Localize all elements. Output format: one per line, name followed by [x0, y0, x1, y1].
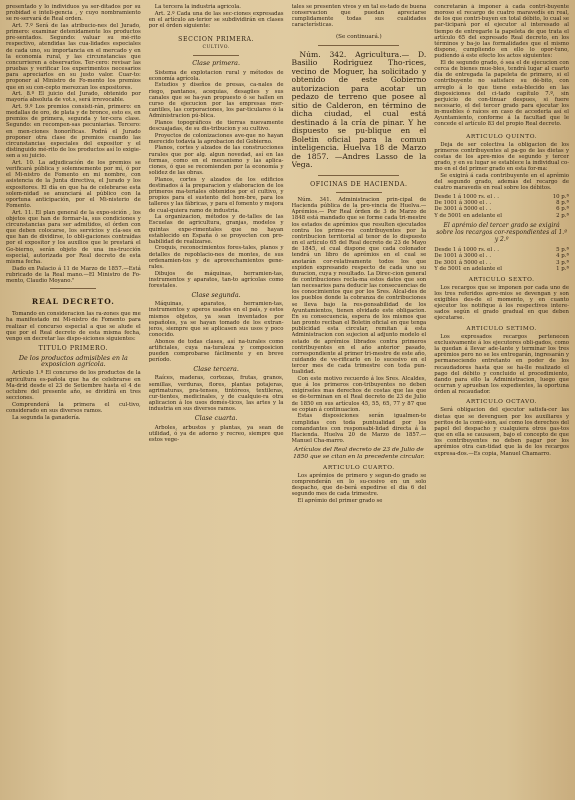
- table-cell: 6 p.ª: [556, 206, 569, 213]
- paragraph: Art. 10. La adjudicación de los premios se verificará pública y solemnemente por mí, ó por el Mi-nistro de Fomento en mi nombre, con asistencia de la Junta directiva, el Jurado y los expositores. El día en que ha de celebrarse esta solem-nidad se anunciará al público con la oportuna anticipación, por el Mi-nisterio de Fomento.: [6, 159, 141, 209]
- divider: [318, 175, 399, 176]
- articulo-cuarto-heading: ARTICULO CUARTO.: [323, 464, 395, 471]
- table-cell: De 3001 á 5000 el . .: [434, 259, 492, 266]
- articulos-heading: Artículos del Real decreto de 23 de Julio de 1850 que se citan en la precedente circular.: [293, 447, 425, 460]
- table-cell: 10 p.ª: [552, 193, 569, 200]
- divider: [336, 192, 382, 193]
- tercer-grado-subheading: El aprémio del tercer grado se exigirá sobre los recargos cor-respondientes al 1.º y 2.º: [436, 222, 568, 243]
- paragraph: Planos topográficos de tierras nuevamente descuajadas, de su dis-tribucion y su cultivo.: [148, 119, 284, 132]
- paragraph: Proyectos de colonizaciones ave-que no hayan merecido todavía la aprobacion del Gobierno.: [148, 132, 284, 145]
- paragraph: Deja de ser colectiva la obligacion de los primeros contribuyentes al pa-go de las dietas y costas de los apre-mios de segundo y tercer grado, y en su lugar se establece la individual co-mo en el del primer grado en esta for-ma:: [434, 141, 569, 173]
- paragraph: Dibujos de máquinas, herramien-tas, instrumentos y aparatos, tan-to agrícolas como forestales.: [148, 270, 284, 289]
- paragraph: Sistema de explotacion rural y métodos de economía agrícola.: [148, 69, 284, 82]
- table-cell: De 1001 á 3000 el . .: [434, 199, 492, 206]
- titulo-subheading: De los productos admisibles en la exposicion agrícola.: [18, 354, 128, 369]
- paragraph: tales se presenten vivos y en tal es-tado de buena conservacion que puedan apreciarse cumplidamente todas sus cualidades características.: [291, 4, 427, 29]
- paragraph: Art. 7.º Será de las atribucio-nes del Jurado, primero: examinar detenidamente los productos pre-sentados. Segundo: valuar su mé-rito respectivo, atendidas las cua-lidades especiales de cada uno, su importancia en el mercado y en la economía rural, y las circunstancias que concurrieren a observarlos. Ter-cero: revisar las pruebas y verificar los experimentos necesarios para apreciarlos en su justo valor. Cuar-to: proponer al Ministro de Fo-mento los premios que en su con-cepto merezcan los expositores.: [6, 22, 141, 91]
- table-cell: 3 p.ª: [556, 259, 569, 266]
- paragraph: Máquinas, aparatos, herramien-tas, instrumentos y aperos usados en el país, y estos mismos objetos, ya sean inventados por españoles, ya se hayan tomado de los extran-jeros, siempre que se aplicasen sus usos y poco conocido.: [148, 301, 284, 338]
- paragraph: Estas disposiciones serán igualmen-te cumplidas con toda puntualidad por los comandantes con responsabi-lidad directa á la Hacienda. Huelva 20 de Marzo de 1857.—Manuel Cha-marro.: [291, 413, 427, 445]
- articulo-sexto-heading: ARTICULO SEXTO.: [468, 276, 535, 283]
- paragraph: Se exigirá á cada contribuyente en el aprémio del segundo grado, además del recargo de cuatro maravedís en real sobre los débitos.: [434, 173, 569, 192]
- paragraph: concretarán á imponer á cada contri-buyente moroso el recargo de cuatro maravedís en real, de los que contri-buyen en total débito, lo cual se par-ticipará por el ejecutor al interesado al tiempo de entregarle la papeleta de que trata el artículo 65 del expresado Real decreto, en los términos y ba-jo las formalidades que el mismo dispone, cumpliendo en ello lo opor-tuno, pudiendo á este efecto los actos siguientes:: [434, 4, 569, 60]
- paragraph: presentado y lo individuos ya ser-ditados por su probidad e inteli-gencia , y cuyo nombramiento se re-servará de Real orden.: [6, 4, 141, 23]
- table-cell: Y de 5001 en adelante el: [434, 266, 502, 273]
- table-cell: 8 p.ª: [556, 199, 569, 206]
- column-1: [6, 4, 141, 796]
- recargo-table-tercer-grado: [434, 247, 569, 273]
- paragraph: Los aprémios de primero y segun-do grado se comprenderán en lo su-cesivo en un solo despacho, que de-berá expedirse el dia 6 del segundo mes de cada trimestre.: [291, 472, 427, 498]
- paragraph: Croquis, reconocimientos fores-tales, planos y detalles de repoblacio-nes de montes, de sus ordenamien-tos y de aprovechamientos gene-rales.: [148, 245, 284, 270]
- table-cell: 4 p.ª: [556, 253, 569, 260]
- table-cell: 2 p.ª: [556, 212, 569, 219]
- paragraph: Art. 8.º El juicio del Jurado, obtenido por mayoría absoluta de vot.s, será irrevocable.: [6, 91, 141, 104]
- paragraph: Tomando en consideracion las ra-zones que me ha manifestado mi Mi-nistro de Fomento para realizar el concurso especial a que se alude el que por el Real decreto de esta misma fecha, vengo en decretar las dispo-siciones siguientes:: [6, 311, 141, 342]
- column-3: [292, 4, 427, 796]
- continuara-note: (Se continuará.): [335, 33, 382, 40]
- paragraph: Raíces, maderas, cortezas, frutas, granos, semillas, verduras, flores, plantas potajeras, agrimaturas, pra-tenses, tintóreos, textileras, cur-tientes, medicinales, y de cualquie-ra otra aplicacion á los usos domés-ticos, las artes y la industria en sus diversos ramos.: [148, 375, 284, 413]
- divider: [50, 288, 96, 289]
- titulo-heading: TITULO PRIMERO.: [38, 344, 109, 352]
- table-row: [434, 213, 569, 219]
- articulo-setimo-heading: ARTICULO SETIMO.: [466, 325, 537, 332]
- clase-heading: Clase cuarta.: [194, 414, 238, 423]
- divider: [193, 55, 239, 56]
- paragraph: Artículo 1.º El concurso de los productos de la agricultura es-pañola que ha de celebrarse en Ma-drid desde el 23 de Setiembre hasta el 4 de octubre del presente año, se dividirá en tres secciones.: [6, 370, 141, 402]
- oficinas-heading: OFICINAS DE HACIENDA.: [310, 180, 408, 188]
- clase-heading: Clase segunda.: [191, 291, 241, 300]
- seccion-heading: SECCION PRIMERA.: [178, 36, 255, 44]
- paragraph: Estudios y diseños de presas, ca-nales de riego, pantanos, acequias, desagües y sus canales que se ha-yan propuesto ó se hallen en curso de ejecucion por las empresas mer-cantiles, las corporaciones, los par-ticulares ó la Administracion pú-blica.: [148, 82, 284, 120]
- table-cell: 1 p.ª: [556, 266, 569, 273]
- paragraph: Art. 2.º Cada una de las sec-ciones expresadas en el artículo an-terior se subdividirán en clases por el órden siguiente:: [148, 10, 284, 29]
- articulo-octavo-heading: ARTICULO OCTAVO.: [466, 399, 538, 406]
- articulo-quinto-heading: ARTICULO QUINTO.: [466, 133, 538, 140]
- recargo-table-segundo-grado: [434, 194, 569, 220]
- section-heading-real-decreto: REAL DECRETO.: [31, 297, 115, 307]
- paragraph: El de segundo grado, ó sea el de ejecucion con cerca de bienes mue-bles, tendrá lugar al cuarto día de entregada la papeleta de primero, si el contribuyente no satisface su dé-bito, con arreglo á lo que tiene esta-blecido en las disposiciones del ci-tado capítulo 7.º, sin perjuicio de con-tinuar despues, si fuere necesario, el del tercer grado para ejecutar los in-muebles ó raíces en caso de accederla así el Ayuntamiento, conforme á la facultad que le concede el artículo 83 del propio Real decreto.: [434, 59, 569, 128]
- clase-heading: Clase primera.: [192, 59, 240, 68]
- table-cell: De 1001 á 3000 el . .: [434, 253, 492, 260]
- paragraph: La tercera la industria agrícola.: [154, 4, 241, 10]
- paragraph: Art. 9.º Los premios consisti-rán, primero: en medallas de oro, de plata y de bronce, esto es, en premios de primera, segunda y ter-cera clase. Segundo: en recompen-sas pecuniarias. Tercero: en men-ciones honoríficas. Podrá el Jurado proponer otra clase de premios cuando las circunstancias especiales del expositor y el distinguido mé-rito de los productos así lo exigie-sen a su juicio.: [6, 104, 141, 160]
- seccion-subheading: CULTIVO.: [202, 45, 230, 51]
- paragraph: Los expresados recargos pertenecen exclusivamente á los ejecutores obli-gados, como la quedan á llevar ade-lante y terminar los tres aprémios pero no se les entregarán, ingresarán y permaneciendo entretanto en poder de los recaudadores hasta que se ha-lle realizado el pago del débito y concluido el procedimiento, dando para ello la Administracion, luego que ocurran y aprueban los expedientes, la oportuna órden al recaudador.: [434, 333, 569, 396]
- paragraph: El aprémio del primer grado se: [297, 498, 383, 505]
- table-cell: 5 p.ª: [556, 246, 569, 253]
- paragraph: Comprenderá la primera el cul-tivo, considerado en sus diversos ramos.: [6, 401, 141, 414]
- paragraph: Será obligacion del ejecutor satisfa-cer las dietas que se devenguen por los auxiliares y peritos de la comi-sion, así como los derechos del papel del despacho y cualquiera otros gas-tos que en ella se causasen, bajo el concepto de que los contribuyentes no deben pagar por los aprémios otra can-tidad que la de los recargos expresa-dos.—Es copia, Manuel Chamarro.: [434, 407, 569, 457]
- table-cell: Y de 5001 en adelante el: [434, 212, 502, 219]
- column-2: [149, 4, 284, 796]
- paragraph: Arboles, arbustos y plantas, ya sean de utilidad, ó ya de adorno y recreo, siempre que estos vege-: [148, 424, 284, 443]
- paragraph: Planos, cortes y alzados de las construcciones rurales que por alg. algun novedad, así en las formas, como en el mecanismo y las aplica-ciones, ó que se recomienden por la economía y solidez de las obras.: [148, 145, 284, 177]
- paragraph: Art. 11. El plan general de la expo-sición , los objetos que han de formar-la, sus condiciones y circunstancias para ser admitidos, el órden con que deben colocarse, los servicios y cla-ses en que han de dividirse, lo obli-gaciones contraídas por el expositor y los auxilios que le prestará el Go-bierno, serán objeto de una ins-trucción especial, autorizada por Real decreto de esta misma fecha.: [6, 209, 141, 265]
- signature-paragraph: Dado en Palacio á 11 de Marzo de 1857.—Está rubricado de la Real mano.—El Ministro de Fo-mento, Claudio Moyano.": [6, 265, 141, 284]
- divider: [318, 45, 399, 46]
- table-row: [434, 266, 569, 272]
- paragraph: La segunda la ganadería.: [12, 414, 81, 421]
- notice-paragraph: Núm. 342. Agricultura.— D. Basilio Rodriguez Tho-rices, vecino de Moguer, ha solicitado y obtenido de este Gobierno autorizacion para acotar un pedazo de terreno que posee al sitio de Calderon, en término de dicha ciudad, el cual está destinado á la cría de pinar. Y he dispuesto se pu-blique en el Boletin oficial para la comun inteligencia. Huelva 18 de Marzo de 1857. —Andres Lasso de la Vega.: [291, 49, 427, 170]
- paragraph: Abonos de todas clases, así na-turales como artificiales, cuya na-turaleza y composicion pueden comprobarse fácilmente y en breve período.: [148, 338, 284, 364]
- table-cell: De 3001 á 5000 el . .: [434, 206, 492, 213]
- paragraph: La organizacion, métodos y de-talles de las Escuelas de agricultura, granjas, modelos y quintas expe-rimentales que no hayan establecido en España ó se proyecten con pro-babilidad de realizarse.: [148, 214, 284, 245]
- paragraph: Núm. 341. Administracion prin-cipal de Hacienda pública de la pro-vincia de Huelva.—Aprémios.— Por Real órden de 3 de Marzo de 1848 está mandado que se forme cada tri-mestre los estados de aprémios que resulten ejecutados contra los prime-ros contribuyentes por la contribucion territorial al tenor de lo dispuesto en el artículo 65 del Real decreto de 23 de Mayo de 1845, el cual dispone que cada colonador tendrá un libro de aprémios en el cual se anotarán cor-relativamente todos los que expiden expresando respecto de cada uno su duracion, cuya y resultado. La Direc-cion general de contribuciones recla-ma estos datos que son tan necesarios para deducir las consecuencias de los conocimientos que por los Sres. Alcal-des de los pueblos donde la cobranza de contribuciones se lleva bajo la res-ponsabilidad de los Ayuntamientos, tienen olvidado este obligacion. En su consecuencia, espera de los mismos que tan pronto reciban el Boletin oficial en que tenga publicidad esta circular, remitan á esta Administracion con sujecion al adjunto modelo el estado de aprémios librados contra primeros contribuyentes en el año anterior pasado, correspondiente al primer tri-mestre de este año, cuidando de ve-rificarlo en lo sucesivo en el tercer mes de cada trimestre con toda pun-tualidad.: [291, 196, 427, 376]
- paragraph: Los recargos que se imponen por cada uno de los tres referidos apre-mios se devengan y son exigibles des-de el momento, y en cuanto ejecutor los notifique á los respectivos intere-sados según el grado gradual en que deben ejecutarse.: [434, 284, 569, 322]
- table-cell: Desde 1 á 1000 rs. el . .: [434, 246, 499, 253]
- clase-heading: Clase tercera.: [193, 365, 239, 374]
- table-cell: Desde 1 á 1000 rs. el . .: [434, 193, 499, 200]
- column-4: [434, 4, 569, 796]
- paragraph: Planos, cortes y alzados de los edificios destinados á la preparacion y elaboracion de los primeros ma-teriales obtenidos por el cultivo, y propios para el sustento del hom-bre, para los talleres y las fábricas, y para el fomento y mejora de cual-quiera ramo de industria.: [148, 176, 284, 214]
- paragraph: Con este motivo recuerdo á los Sres. Alcaldes, que á los primeros con-tribuyentes no deben exigírseles mas derechos de costas que las que se de-terminan en el Real decreto de 23 de Julio de 1850 en sus artículos 45, 55, 65, 77 y 87 que se copian á continuacion.: [291, 375, 427, 413]
